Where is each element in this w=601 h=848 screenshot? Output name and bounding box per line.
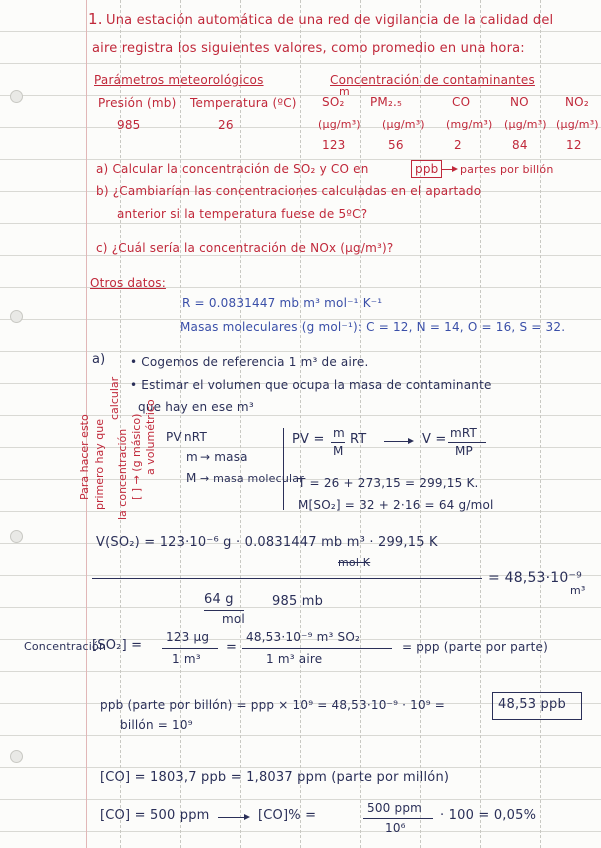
- col-unit: (μg/m³): [318, 118, 361, 131]
- problem-line-1: Una estación automática de una red de vigilancia de la calidad del: [106, 13, 554, 28]
- fraction-bar: [363, 818, 433, 819]
- vso2-den-1: 64 g: [204, 592, 234, 607]
- temperature-eq: T = 26 + 273,15 = 299,15 K.: [298, 476, 479, 490]
- molar-mass-arrow: → masa molecular: [200, 472, 304, 485]
- molar-mass-eq: M[SO₂] = 32 + 2·16 = 64 g/mol: [298, 498, 494, 512]
- vso2-result: = 48,53·10⁻⁹: [488, 570, 582, 586]
- col-unit: (μg/m³): [504, 118, 547, 131]
- vso2-den-1-unit: mol: [222, 612, 245, 626]
- conc-ppp: = ppp (parte por parte): [402, 640, 549, 654]
- arrow-icon: [218, 817, 248, 818]
- pv-M: M: [333, 444, 344, 458]
- conc-f2-num: 48,53·10⁻⁹ m³ SO₂: [246, 630, 360, 644]
- col-unit: (μg/m³): [382, 118, 425, 131]
- fraction-bar: [92, 578, 482, 579]
- temperature-value: 26: [218, 118, 234, 132]
- col-value: 2: [454, 138, 462, 152]
- billon-line: billón = 10⁹: [120, 718, 193, 732]
- equals: =: [226, 640, 238, 655]
- conc-f1-den: 1 m³: [172, 652, 201, 666]
- co-line: [CO] = 1803,7 ppb = 1,8037 ppm (parte por millón): [100, 770, 450, 785]
- question-b-line-1: b) ¿Cambiarían las concentraciones calculadas en el apartado: [96, 184, 482, 198]
- col-name: NO₂: [565, 95, 589, 109]
- col-name: SO₂: [322, 95, 345, 109]
- question-a: a) Calcular la concentración de SO₂ y CO en: [96, 162, 369, 176]
- grid-line: [300, 0, 301, 848]
- pv-nrt: PV: [166, 430, 182, 444]
- pressure-value: 985: [117, 118, 141, 132]
- conc-label: Concentración: [24, 640, 107, 653]
- vso2-units: mol K: [338, 556, 371, 569]
- col-name: PM₂.₅: [370, 95, 403, 109]
- fraction-bar: [204, 610, 244, 611]
- arrow-icon: [384, 441, 412, 442]
- pv-rt: RT: [350, 432, 367, 447]
- params-heading: Parámetros meteorológicos: [94, 73, 264, 87]
- ppb-box: [411, 160, 442, 178]
- m-letter: m: [186, 450, 198, 464]
- otros-label: Otros datos:: [90, 276, 166, 290]
- fraction-bar: [331, 442, 345, 443]
- col-value: 12: [566, 138, 582, 152]
- temperature-label: Temperatura (ºC): [190, 96, 297, 110]
- v-left: V =: [422, 432, 447, 447]
- bullet-2b: que hay en ese m³: [138, 400, 254, 414]
- co2-left: [CO] = 500 ppm: [100, 808, 210, 823]
- fraction-bar: [162, 648, 218, 649]
- pressure-label: Presión (mb): [98, 96, 177, 110]
- r-constant: R = 0.0831447 mb m³ mol⁻¹ K⁻¹: [182, 296, 383, 310]
- v-num: mRT: [450, 426, 478, 440]
- side-note-line: a volumétrico: [144, 399, 157, 475]
- arrow-icon: [442, 169, 456, 170]
- hole: [10, 90, 23, 103]
- brace: [283, 428, 284, 510]
- small-m: m: [339, 85, 350, 98]
- col-value: 56: [388, 138, 404, 152]
- grid-line: [240, 0, 241, 848]
- col-name: NO: [510, 95, 529, 109]
- side-note-line: Para hacer esto: [78, 414, 91, 500]
- bullet-1: • Cogemos de referencia 1 m³ de aire.: [130, 355, 369, 369]
- hole: [10, 310, 23, 323]
- col-unit: (μg/m³): [556, 118, 599, 131]
- hole: [10, 530, 23, 543]
- ppb-label: ppb: [415, 162, 439, 176]
- side-note-line: [ ] → (g másico): [130, 413, 143, 500]
- ppb-result: 48,53 ppb: [498, 697, 566, 712]
- side-note-line: calcular: [108, 376, 121, 420]
- binder-holes: [10, 0, 22, 848]
- side-note-line: la concentración: [116, 428, 129, 520]
- col-unit: (mg/m³): [446, 118, 493, 131]
- problem-number: 1.: [88, 10, 103, 28]
- co2-num: 500 ppm: [367, 801, 423, 815]
- co2-mid: [CO]% =: [258, 808, 317, 823]
- hole: [10, 750, 23, 763]
- nrt: nRT: [184, 430, 208, 444]
- bullet-2: • Estimar el volumen que ocupa la masa de contaminante: [130, 378, 492, 392]
- M-letter: M: [186, 471, 197, 485]
- co2-den: 10⁶: [385, 821, 406, 835]
- co2-right: · 100 = 0,05%: [440, 808, 537, 823]
- problem-line-2: aire registra los siguientes valores, como promedio en una hora:: [92, 41, 525, 56]
- question-c: c) ¿Cuál sería la concentración de NOx (μg/m³)?: [96, 241, 394, 255]
- vso2-result-unit: m³: [570, 584, 586, 597]
- col-value: 84: [512, 138, 528, 152]
- fraction-bar: [448, 442, 486, 443]
- conc-left: [SO₂] =: [92, 638, 143, 653]
- col-value: 123: [322, 138, 346, 152]
- col-name: CO: [452, 95, 471, 109]
- ppb-line: ppb (parte por billón) = ppp × 10⁹ = 48,53·10⁻⁹ · 10⁹ =: [100, 698, 446, 712]
- pv-left: PV =: [292, 432, 325, 447]
- v-den: MP: [455, 444, 473, 458]
- conc-f1-num: 123 μg: [166, 630, 210, 644]
- mass-arrow: → masa: [200, 450, 248, 464]
- vso2-numerator: V(SO₂) = 123·10⁻⁶ g · 0.0831447 mb m³ · 299,15 K: [96, 535, 438, 550]
- side-note-line: primero hay que: [93, 419, 106, 510]
- fraction-bar: [242, 648, 392, 649]
- solution-a-label: a): [92, 352, 106, 367]
- molecular-masses: Masas moleculares (g mol⁻¹): C = 12, N = 14, O = 16, S = 32.: [180, 320, 566, 334]
- question-b-line-2: anterior si la temperatura fuese de 5ºC?: [117, 207, 368, 221]
- pv-m: m: [333, 426, 345, 440]
- ppb-note: partes por billón: [460, 163, 554, 176]
- vso2-den-2: 985 mb: [272, 594, 324, 609]
- concentration-heading: Concentración de contaminantes: [330, 73, 535, 87]
- conc-f2-den: 1 m³ aire: [266, 652, 323, 666]
